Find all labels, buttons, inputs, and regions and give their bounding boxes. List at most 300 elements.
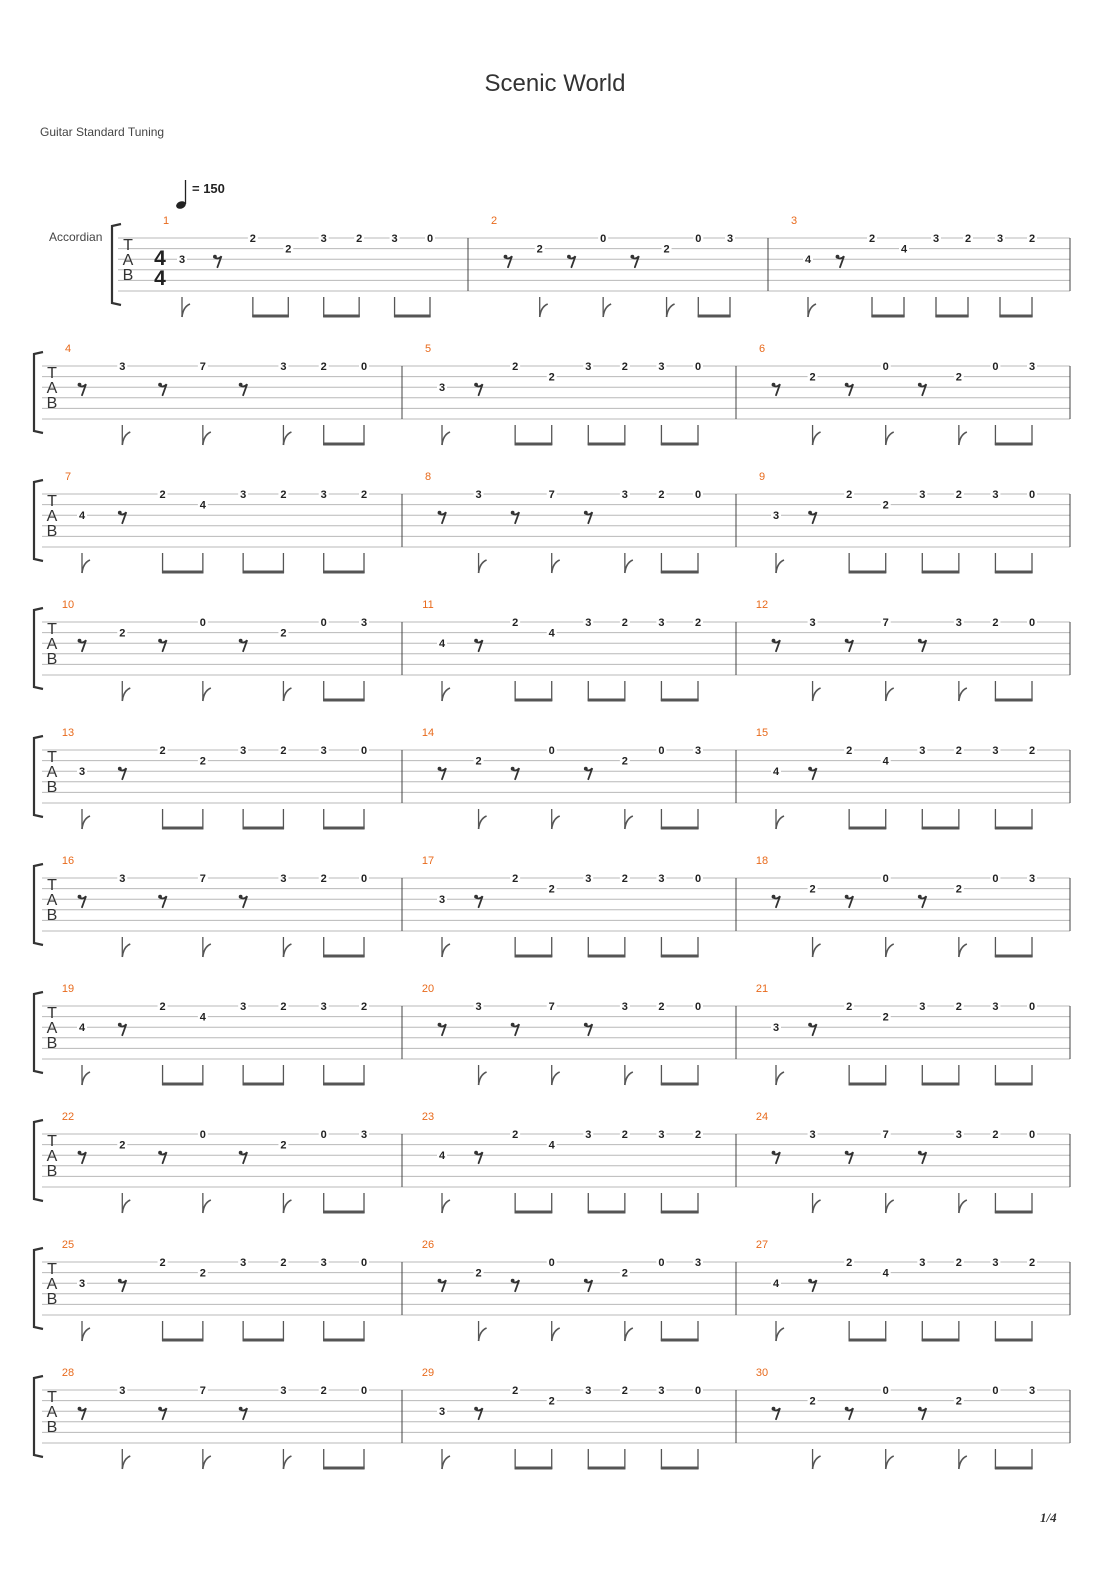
fret-number: 4: [199, 1011, 206, 1024]
fret-number: 0: [658, 745, 665, 757]
tab-clef-letter: A: [46, 380, 58, 397]
fret-number: 2: [846, 745, 853, 757]
eighth-rest-dot: [772, 639, 776, 643]
fret-number: 2: [119, 627, 126, 640]
fret-number: 2: [882, 499, 889, 512]
eighth-flag: [442, 944, 450, 957]
fret-number: 2: [621, 361, 628, 373]
fret-number: 0: [548, 1257, 555, 1269]
system-bracket: [34, 608, 43, 689]
fret-number: 0: [199, 617, 206, 629]
tab-clef-letter: T: [47, 1261, 57, 1278]
eighth-rest-dot: [438, 511, 442, 515]
eighth-flag: [122, 688, 130, 701]
tab-clef-letter: B: [46, 523, 58, 540]
eighth-flag: [283, 1456, 291, 1469]
fret-number: 3: [621, 1001, 628, 1013]
eighth-rest-dot: [158, 895, 162, 899]
eighth-flag: [813, 432, 821, 445]
fret-number: 3: [475, 1001, 482, 1013]
fret-number: 2: [159, 1257, 166, 1269]
fret-number: 3: [809, 617, 816, 629]
beam: [323, 827, 364, 830]
fret-number: 0: [882, 873, 889, 885]
beam: [849, 571, 887, 574]
eighth-flag: [625, 1328, 633, 1341]
measure-number: 24: [755, 1111, 769, 1123]
fret-number: 3: [78, 1278, 86, 1291]
eighth-flag: [203, 688, 211, 701]
fret-number: 2: [159, 1001, 166, 1013]
measure-number: 11: [422, 599, 434, 611]
fret-number: 2: [663, 243, 670, 256]
eighth-flag: [886, 944, 894, 957]
fret-number: 3: [1028, 1385, 1036, 1397]
system-bracket: [34, 480, 43, 561]
eighth-flag: [813, 688, 821, 701]
fret-number: 0: [360, 873, 368, 885]
fret-number: 3: [996, 233, 1004, 245]
measure-number: 20: [421, 983, 435, 995]
beam: [661, 1083, 699, 1086]
eighth-rest-dot: [474, 1151, 478, 1155]
system-bracket: [34, 864, 43, 945]
eighth-rest-dot: [918, 1151, 922, 1155]
fret-number: 3: [320, 1257, 327, 1269]
fret-number: 2: [992, 1129, 999, 1141]
beam: [661, 955, 699, 958]
eighth-flag: [808, 304, 816, 317]
fret-number: 4: [78, 510, 86, 523]
eighth-rest-dot: [808, 767, 812, 771]
fret-number: 0: [1028, 617, 1036, 629]
tab-clef-letter: B: [46, 1035, 58, 1052]
fret-number: 2: [955, 745, 962, 757]
beam: [661, 699, 699, 702]
beam: [588, 1211, 626, 1214]
beam: [323, 1467, 364, 1470]
fret-number: 3: [694, 1257, 702, 1269]
eighth-flag: [552, 560, 560, 573]
beam: [995, 1467, 1033, 1470]
eighth-flag: [283, 944, 291, 957]
tab-clef-letter: T: [47, 877, 57, 894]
measure-number: 5: [424, 343, 432, 355]
fret-number: 2: [621, 755, 628, 768]
eighth-rest-dot: [584, 1279, 588, 1283]
beam: [515, 699, 553, 702]
fret-number: 2: [280, 745, 287, 757]
beam: [323, 1339, 364, 1342]
fret-number: 3: [919, 745, 926, 757]
beam: [323, 443, 364, 446]
system-bracket: [112, 224, 121, 305]
fret-number: 0: [320, 1129, 327, 1141]
beam: [999, 315, 1032, 318]
score-title: Scenic World: [484, 70, 626, 97]
measure-number: 29: [421, 1367, 435, 1379]
fret-number: 0: [1028, 1001, 1036, 1013]
beam: [323, 955, 364, 958]
eighth-rest-dot: [78, 895, 82, 899]
tab-clef-letter: B: [46, 1419, 58, 1436]
measure-number: 2: [490, 215, 498, 227]
measure-number: 19: [61, 983, 75, 995]
fret-number: 2: [621, 1267, 628, 1280]
fret-number: 7: [199, 1385, 206, 1397]
beam: [849, 1339, 887, 1342]
eighth-rest-dot: [213, 255, 217, 259]
fret-number: 7: [199, 361, 206, 373]
eighth-rest-dot: [504, 255, 508, 259]
fret-number: 3: [658, 361, 665, 373]
fret-number: 3: [955, 1129, 962, 1141]
eighth-rest-dot: [808, 1023, 812, 1027]
fret-number: 2: [548, 883, 555, 896]
fret-number: 0: [1028, 489, 1036, 501]
beam: [323, 699, 364, 702]
eighth-rest-dot: [239, 639, 243, 643]
eighth-flag: [959, 1456, 967, 1469]
fret-number: 0: [360, 1257, 368, 1269]
fret-number: 3: [658, 873, 665, 885]
eighth-flag: [886, 1456, 894, 1469]
tab-clef-letter: A: [46, 892, 58, 909]
tempo-value: = 150: [192, 181, 225, 196]
eighth-rest-dot: [567, 255, 571, 259]
eighth-rest-dot: [808, 1279, 812, 1283]
eighth-flag: [667, 304, 675, 317]
beam: [243, 571, 284, 574]
eighth-rest-dot: [474, 1407, 478, 1411]
fret-number: 2: [964, 233, 972, 245]
tab-clef-letter: B: [46, 395, 58, 412]
eighth-rest-dot: [836, 255, 840, 259]
measure-number: 12: [755, 599, 769, 611]
beam: [922, 827, 960, 830]
system-bracket: [34, 1120, 43, 1201]
fret-number: 7: [548, 1001, 555, 1013]
system-bracket: [34, 1248, 43, 1329]
tab-clef-letter: A: [46, 636, 58, 653]
eighth-flag: [203, 432, 211, 445]
beam: [243, 1083, 284, 1086]
beam: [162, 827, 203, 830]
fret-number: 2: [199, 1267, 206, 1280]
eighth-rest-dot: [158, 383, 162, 387]
fret-number: 7: [882, 617, 889, 629]
eighth-rest-dot: [474, 383, 478, 387]
fret-number: 3: [178, 254, 186, 267]
fret-number: 2: [119, 1139, 126, 1152]
fret-number: 2: [280, 627, 287, 640]
fret-number: 2: [955, 489, 962, 501]
eighth-rest-dot: [918, 895, 922, 899]
eighth-flag: [959, 432, 967, 445]
tab-clef-letter: B: [46, 1291, 58, 1308]
eighth-flag: [813, 1456, 821, 1469]
eighth-flag: [442, 432, 450, 445]
measure-number: 28: [61, 1367, 75, 1379]
tab-clef-letter: T: [47, 1133, 57, 1150]
eighth-rest-dot: [772, 383, 776, 387]
eighth-flag: [959, 944, 967, 957]
eighth-rest-dot: [511, 511, 515, 515]
fret-number: 0: [882, 361, 889, 373]
beam: [162, 571, 203, 574]
eighth-flag: [82, 1328, 90, 1341]
fret-number: 3: [78, 766, 86, 779]
fret-number: 3: [992, 745, 999, 757]
fret-number: 2: [955, 371, 962, 384]
measure-number: 27: [755, 1239, 769, 1251]
beam: [661, 1211, 699, 1214]
fret-number: 2: [846, 489, 853, 501]
fret-number: 0: [695, 233, 702, 245]
beam: [243, 827, 284, 830]
fret-number: 3: [919, 1257, 926, 1269]
fret-number: 3: [475, 489, 482, 501]
eighth-rest-dot: [158, 639, 162, 643]
beam: [661, 827, 699, 830]
measure-number: 10: [61, 599, 75, 611]
beam: [995, 699, 1033, 702]
eighth-rest-dot: [845, 383, 849, 387]
fret-number: 3: [621, 489, 628, 501]
beam: [515, 1211, 553, 1214]
fret-number: 3: [280, 1385, 287, 1397]
fret-number: 3: [240, 489, 247, 501]
measure-number: 4: [64, 343, 72, 355]
eighth-flag: [122, 1200, 130, 1213]
fret-number: 0: [360, 1385, 368, 1397]
fret-number: 3: [585, 873, 592, 885]
eighth-rest-dot: [158, 1407, 162, 1411]
fret-number: 3: [585, 617, 592, 629]
fret-number: 3: [809, 1129, 816, 1141]
fret-number: 4: [772, 1278, 780, 1291]
fret-number: 3: [992, 489, 999, 501]
measure-number: 9: [758, 471, 766, 483]
eighth-rest-dot: [845, 1151, 849, 1155]
fret-number: 3: [585, 361, 592, 373]
fret-number: 2: [955, 1001, 962, 1013]
tab-clef-letter: T: [47, 1005, 57, 1022]
fret-number: 3: [280, 361, 287, 373]
fret-number: 2: [320, 873, 327, 885]
beam: [661, 1467, 699, 1470]
fret-number: 2: [955, 1395, 962, 1408]
eighth-flag: [886, 688, 894, 701]
beam: [995, 1211, 1033, 1214]
tab-clef-letter: B: [46, 1163, 58, 1180]
eighth-rest-dot: [474, 895, 478, 899]
eighth-rest-dot: [772, 895, 776, 899]
beam: [661, 443, 699, 446]
eighth-flag: [203, 944, 211, 957]
eighth-rest-dot: [511, 767, 515, 771]
fret-number: 0: [882, 1385, 889, 1397]
fret-number: 0: [694, 1385, 702, 1397]
eighth-rest-dot: [118, 1279, 122, 1283]
beam: [698, 315, 731, 318]
eighth-rest-dot: [845, 895, 849, 899]
tab-clef-letter: A: [46, 508, 58, 525]
fret-number: 0: [694, 873, 702, 885]
fret-number: 2: [320, 361, 327, 373]
tab-clef-letter: T: [47, 749, 57, 766]
fret-number: 4: [882, 755, 889, 768]
fret-number: 3: [658, 1129, 665, 1141]
measure-number: 22: [61, 1111, 75, 1123]
eighth-flag: [122, 432, 130, 445]
fret-number: 3: [585, 1385, 592, 1397]
fret-number: 3: [240, 1257, 247, 1269]
fret-number: 4: [900, 243, 908, 256]
tab-clef-letter: B: [46, 779, 58, 796]
eighth-flag: [82, 816, 90, 829]
eighth-flag: [122, 1456, 130, 1469]
fret-number: 2: [621, 1385, 628, 1397]
fret-number: 4: [199, 499, 206, 512]
eighth-rest-dot: [918, 1407, 922, 1411]
tab-clef-letter: B: [46, 651, 58, 668]
eighth-rest-dot: [845, 639, 849, 643]
eighth-rest-dot: [474, 639, 478, 643]
fret-number: 3: [694, 745, 702, 757]
beam: [588, 699, 626, 702]
eighth-rest-dot: [584, 1023, 588, 1027]
fret-number: 3: [658, 1385, 665, 1397]
eighth-flag: [82, 1072, 90, 1085]
measure-number: 8: [424, 471, 432, 483]
eighth-rest-dot: [511, 1023, 515, 1027]
fret-number: 2: [356, 233, 363, 245]
measure-number: 15: [755, 727, 769, 739]
eighth-flag: [625, 816, 633, 829]
measure-number: 23: [421, 1111, 435, 1123]
fret-number: 3: [391, 233, 398, 245]
eighth-rest-dot: [772, 1151, 776, 1155]
beam: [995, 827, 1033, 830]
fret-number: 3: [919, 1001, 926, 1013]
fret-number: 0: [694, 1001, 702, 1013]
beam: [323, 571, 364, 574]
fret-number: 4: [548, 627, 555, 640]
fret-number: 0: [360, 745, 368, 757]
tab-clef-letter: A: [46, 1148, 58, 1165]
measure-number: 16: [61, 855, 75, 867]
fret-number: 7: [882, 1129, 889, 1141]
fret-number: 2: [846, 1257, 853, 1269]
eighth-flag: [625, 560, 633, 573]
beam: [849, 1083, 887, 1086]
fret-number: 2: [159, 745, 166, 757]
beam: [394, 315, 431, 318]
tab-clef-letter: A: [46, 1404, 58, 1421]
time-signature-bottom: 4: [154, 267, 166, 290]
eighth-flag: [203, 1200, 211, 1213]
eighth-flag: [479, 1072, 487, 1085]
beam: [323, 1083, 364, 1086]
measure-number: 1: [162, 215, 170, 227]
fret-number: 2: [882, 1011, 889, 1024]
tab-clef-letter: T: [47, 1389, 57, 1406]
fret-number: 2: [621, 1129, 628, 1141]
eighth-rest-dot: [584, 511, 588, 515]
fret-number: 2: [621, 873, 628, 885]
measure-number: 21: [755, 983, 769, 995]
eighth-flag: [813, 1200, 821, 1213]
eighth-flag: [540, 304, 548, 317]
instrument-name: Accordian: [49, 230, 103, 244]
system-bracket: [34, 992, 43, 1073]
beam: [252, 315, 289, 318]
tab-clef-letter: T: [47, 621, 57, 638]
fret-number: 4: [438, 1150, 446, 1163]
beam: [323, 1211, 364, 1214]
fret-number: 2: [512, 361, 519, 373]
fret-number: 3: [585, 1129, 592, 1141]
fret-number: 2: [809, 1395, 816, 1408]
fret-number: 3: [1028, 873, 1036, 885]
tab-clef-letter: A: [46, 1276, 58, 1293]
eighth-flag: [442, 1456, 450, 1469]
measure-number: 25: [61, 1239, 75, 1251]
fret-number: 3: [119, 873, 126, 885]
beam: [323, 315, 360, 318]
fret-number: 4: [882, 1267, 889, 1280]
eighth-flag: [776, 560, 784, 573]
fret-number: 4: [438, 638, 446, 651]
eighth-flag: [182, 304, 190, 317]
fret-number: 3: [438, 894, 446, 907]
eighth-rest-dot: [239, 1407, 243, 1411]
system-bracket: [34, 352, 43, 433]
fret-number: 3: [119, 361, 126, 373]
eighth-flag: [603, 304, 611, 317]
eighth-flag: [283, 432, 291, 445]
beam: [588, 1467, 626, 1470]
eighth-rest-dot: [239, 1151, 243, 1155]
eighth-flag: [552, 1328, 560, 1341]
fret-number: 2: [846, 1001, 853, 1013]
eighth-rest-dot: [918, 383, 922, 387]
eighth-flag: [203, 1456, 211, 1469]
fret-number: 3: [280, 873, 287, 885]
fret-number: 2: [992, 617, 999, 629]
fret-number: 2: [694, 1129, 702, 1141]
measure-number: 18: [755, 855, 769, 867]
system-bracket: [34, 1376, 43, 1457]
fret-number: 2: [694, 617, 702, 629]
fret-number: 2: [512, 617, 519, 629]
beam: [661, 1339, 699, 1342]
fret-number: 3: [992, 1257, 999, 1269]
beam: [995, 1083, 1033, 1086]
system-bracket: [34, 736, 43, 817]
fret-number: 2: [360, 1001, 368, 1013]
eighth-flag: [479, 1328, 487, 1341]
measure-number: 7: [64, 471, 72, 483]
fret-number: 0: [694, 361, 702, 373]
fret-number: 2: [809, 883, 816, 896]
measure-number: 30: [755, 1367, 769, 1379]
fret-number: 3: [438, 1406, 446, 1419]
eighth-rest-dot: [438, 767, 442, 771]
beam: [661, 571, 699, 574]
time-signature-top: 4: [154, 247, 166, 270]
